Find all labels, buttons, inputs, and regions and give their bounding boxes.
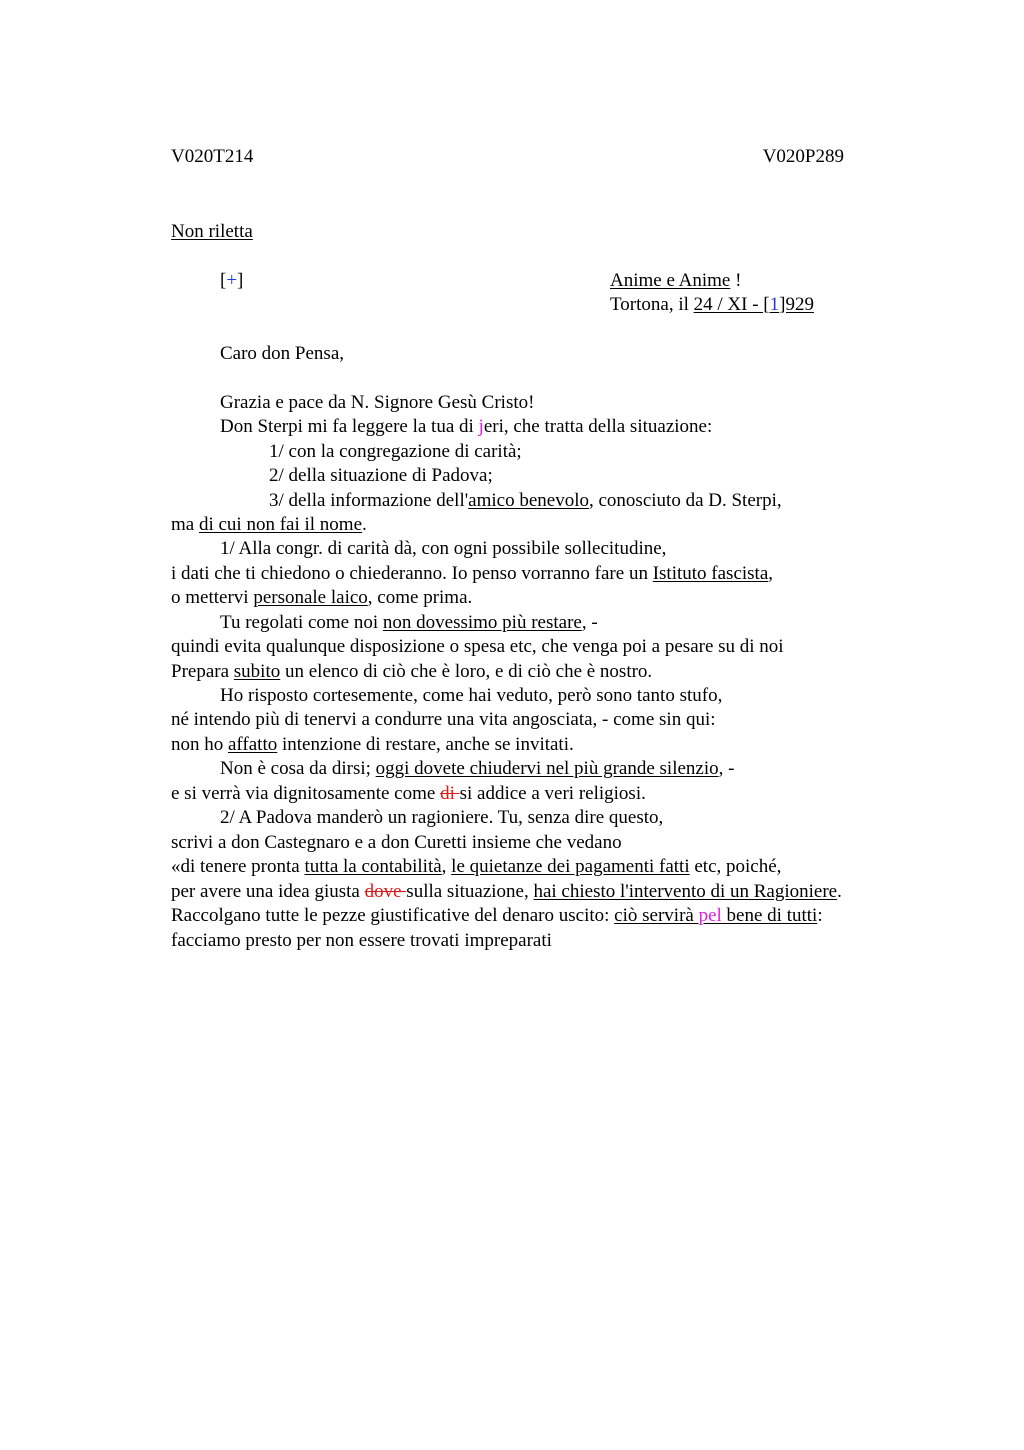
underlined-text: Istituto fascista: [652, 563, 769, 584]
deleted-word: di: [440, 783, 460, 804]
underlined-text: [614, 905, 817, 926]
body-line: [171, 660, 652, 684]
underlined-text: personale laico: [253, 587, 368, 608]
body-line: Ho risposto cortesemente, come hai veduto, però sono tanto stufo,: [220, 685, 723, 706]
cross-close-bracket: ]: [237, 270, 244, 291]
motto-text: Anime e Anime: [610, 270, 731, 291]
text-span: o mettervi: [171, 587, 254, 608]
text-span: non ho: [171, 734, 228, 755]
text-span: intenzione di restare, anche se invitati.: [277, 734, 574, 755]
text-span: , -: [718, 758, 735, 779]
body-line: [171, 733, 574, 757]
text-span: etc, poiché,: [689, 856, 782, 877]
text-span: , -: [581, 612, 598, 633]
body-line: facciamo presto per non essere trovati impreparati: [171, 930, 552, 951]
cross-mark: [220, 269, 243, 293]
body-line: [171, 513, 367, 537]
body-line: [220, 415, 712, 439]
body-line: né intendo più di tenervi a condurre una vita angosciata, - come sin qui:: [171, 709, 716, 730]
body-line: [220, 757, 734, 781]
underlined-text: subito: [233, 661, 281, 682]
body-line: 2/ A Padova manderò un ragioniere. Tu, senza dire questo,: [220, 807, 664, 828]
text-span: sulla situazione,: [406, 881, 534, 902]
text-span: ,: [768, 563, 774, 584]
text-span: :: [817, 905, 823, 926]
text-span: ,: [441, 856, 452, 877]
motto: [610, 269, 741, 293]
correction-letter: j: [478, 416, 484, 437]
text-span: , come prima.: [367, 587, 473, 608]
text-span: , conosciuto da D. Sterpi,: [589, 490, 782, 511]
text-span: e si verrà via dignitosamente come: [171, 783, 441, 804]
date-value: [694, 294, 814, 315]
underlined-text: affatto: [228, 734, 278, 755]
underlined-text: tutta la contabilità: [304, 856, 442, 877]
list-item: 2/ della situazione di Padova;: [269, 465, 493, 486]
text-span: Raccolgano tutte le pezze giustificative del denaro uscito:: [171, 905, 615, 926]
correction-word: pel: [698, 905, 722, 926]
underlined-text: le quietanze dei pagamenti fatti: [451, 856, 690, 877]
text-span: «di tenere pronta: [171, 856, 305, 877]
underlined-text: amico benevolo: [468, 490, 589, 511]
underlined-text: hai chiesto l'intervento di un Ragioniere: [533, 881, 838, 902]
review-status: [171, 220, 253, 244]
text-span: Don Sterpi mi fa leggere la tua di: [220, 416, 479, 437]
text-span: Prepara: [171, 661, 234, 682]
text-span: per avere una idea giusta: [171, 881, 365, 902]
body-line: scrivi a don Castegnaro e a don Curetti insieme che vedano: [171, 832, 622, 853]
cross-icon: +: [226, 270, 238, 291]
text-span: 3/ della informazione dell': [269, 490, 469, 511]
body-line: 1/ Alla congr. di carità dà, con ogni possibile sollecitudine,: [220, 538, 667, 559]
list-item: [269, 489, 782, 513]
body-line: [171, 880, 842, 904]
body-line: [171, 562, 773, 586]
salutation: Caro don Pensa,: [220, 343, 345, 364]
text-span: Non è cosa da dirsi;: [220, 758, 376, 779]
review-status-text: Non riletta: [171, 221, 253, 242]
text-span: i dati che ti chiedono o chiederanno. Io penso vorranno fare un: [171, 563, 653, 584]
text-span: ciò servirà: [614, 905, 699, 926]
cross-open-bracket: [: [220, 270, 227, 291]
body-line: [171, 782, 646, 806]
body-line: [171, 904, 823, 928]
text-span: Tu regolati come noi: [220, 612, 383, 633]
text-span: eri, che tratta della situazione:: [483, 416, 713, 437]
text-span: .: [362, 514, 367, 535]
text-span: .: [837, 881, 842, 902]
date-day-month: 24 / XI - [: [693, 294, 770, 315]
body-line: [171, 586, 472, 610]
body-line: quindi evita qualunque disposizione o spesa etc, che venga poi a pesare su di noi: [171, 636, 784, 657]
underlined-text: di cui non fai il nome: [198, 514, 363, 535]
document-code-left: V020T214: [171, 146, 254, 167]
body-line: [171, 855, 781, 879]
deleted-word: dove: [364, 881, 407, 902]
date-year-close: ]929: [779, 294, 814, 315]
body-line: Grazia e pace da N. Signore Gesù Cristo!: [220, 392, 535, 413]
letter-date: [610, 293, 814, 317]
motto-suffix: !: [730, 270, 742, 291]
text-span: si addice a veri religiosi.: [459, 783, 646, 804]
underlined-text: non dovessimo più restare: [382, 612, 582, 633]
text-span: bene di tutti: [721, 905, 818, 926]
list-item: 1/ con la congregazione di carità;: [269, 441, 522, 462]
underlined-text: oggi dovete chiudervi nel più grande silenzio: [375, 758, 719, 779]
body-line: [220, 611, 598, 635]
date-place: Tortona, il: [610, 294, 694, 315]
text-span: un elenco di ciò che è loro, e di ciò che è nostro.: [280, 661, 653, 682]
text-span: ma: [171, 514, 199, 535]
date-year-restored: 1: [769, 294, 780, 315]
document-code-right: V020P289: [762, 146, 844, 167]
